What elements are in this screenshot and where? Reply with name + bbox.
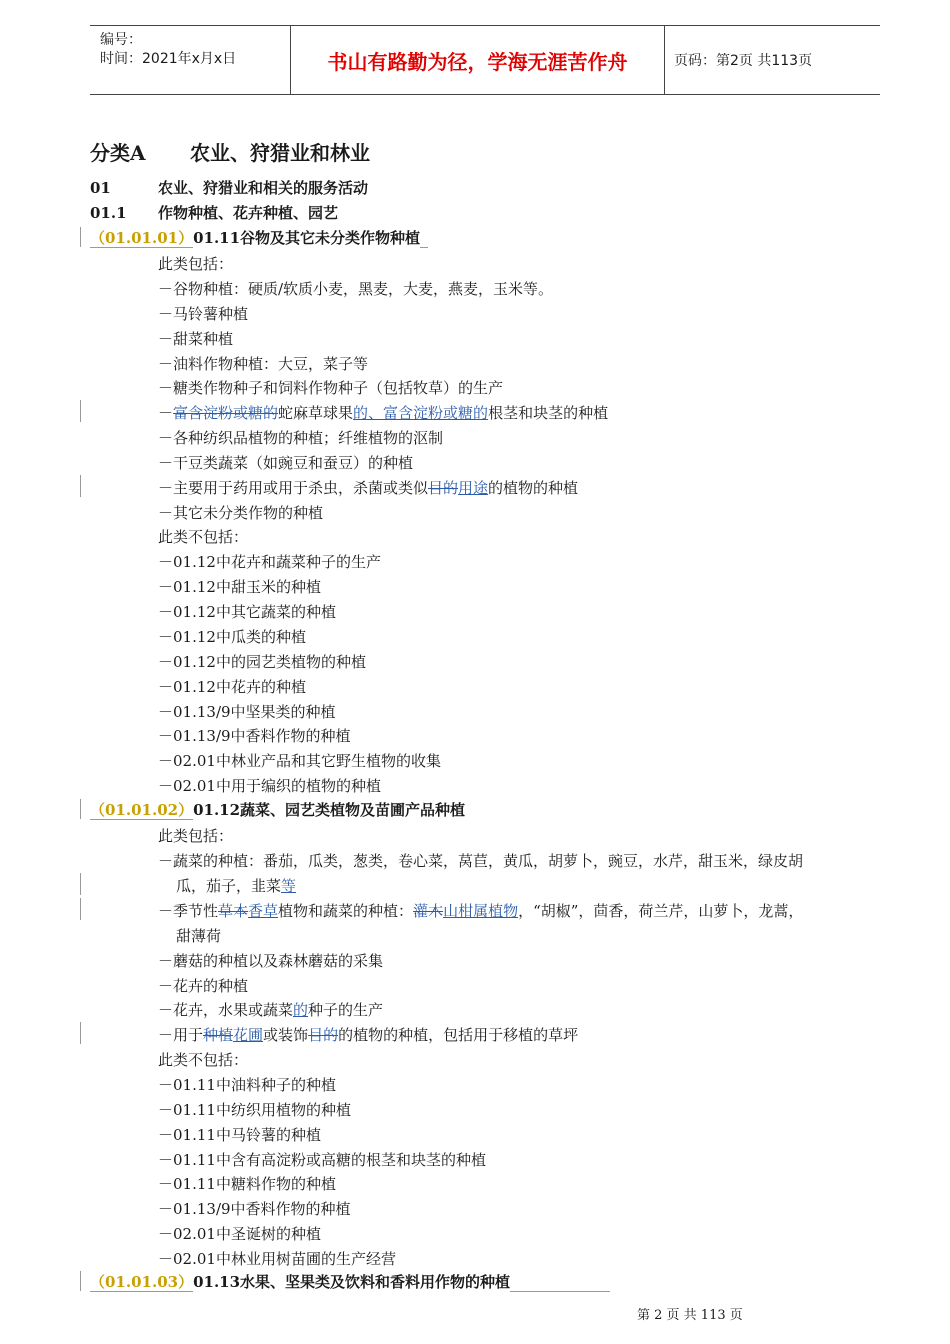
revision-bar — [80, 227, 81, 247]
page-footer: 第 2 页 共 113 页 — [637, 1308, 743, 1323]
text-line: －干豆类蔬菜（如豌豆和蚕豆）的种植 — [158, 454, 414, 472]
text-line: －各种纺织品植物的种植；纤维植物的沤制 — [158, 429, 444, 447]
inserted-text: 山柑属植物 — [443, 902, 519, 920]
inserted-text: 用途 — [458, 479, 489, 497]
text-line: 瓜，茄子，韭菜等 — [176, 877, 297, 895]
revision-bar — [80, 1271, 81, 1291]
text-line: －甜菜种植 — [158, 330, 234, 348]
text-line: －01.11中含有高淀粉或高糖的根茎和块茎的种植 — [158, 1151, 486, 1169]
text-line: 此类不包括： — [158, 528, 249, 546]
title-code: 分类A — [90, 141, 146, 165]
text-line: －01.12中的园艺类植物的种植 — [158, 653, 366, 671]
text-line: －季节性草本香草植物和蔬菜的种植：灌木山柑属植物，“胡椒”，茴香，荷兰芹，山萝卜，龙蒿， — [158, 902, 804, 920]
text-line: －01.11中马铃薯的种植 — [158, 1126, 321, 1144]
text-line: －花卉，水果或蔬菜的种子的生产 — [158, 1001, 384, 1019]
text-line: －蔬菜的种植：番茄，瓜类，葱类，卷心菜，莴苣，黄瓜，胡萝卜，豌豆，水芹，甜玉米，绿皮胡 — [158, 852, 804, 870]
header-meta-cell — [90, 26, 291, 94]
text-line: －02.01中林业用树苗圃的生产经营 — [158, 1250, 396, 1268]
header-page-label: 页码：第2页 共113页 — [674, 53, 813, 69]
deleted-text: 草本 — [218, 902, 249, 920]
revision-bar — [80, 799, 81, 819]
text-line: 此类包括： — [158, 827, 234, 845]
text-line: －01.11中纺织用植物的种植 — [158, 1101, 351, 1119]
text-line: －富含淀粉或糖的蛇麻草球果的、富含淀粉或糖的根茎和块茎的种植 — [158, 404, 609, 422]
category-code: （01.01.03） — [90, 1273, 194, 1291]
category-title: 01.11谷物及其它未分类作物种植 — [193, 229, 421, 247]
category-heading — [90, 227, 428, 248]
category-code: （01.01.01） — [90, 229, 194, 247]
text-line: 此类包括： — [158, 255, 234, 273]
text-line: －糖类作物种子和饲料作物种子（包括牧草）的生产 — [158, 379, 504, 397]
header-motto: 书山有路勤为径，学海无涯苦作舟 — [291, 26, 665, 94]
revision-bar — [80, 1022, 81, 1044]
time-label: 时间：2021年x月x日 — [100, 51, 237, 67]
page-title — [90, 137, 370, 166]
inserted-text: 等 — [281, 877, 297, 895]
text-line: －用于种植花圃或装饰目的的植物的种植，包括用于移植的草坪 — [158, 1026, 579, 1044]
inserted-text: 的、富含淀粉或糖的 — [353, 404, 489, 422]
text-line: －01.12中甜玉米的种植 — [158, 578, 321, 596]
text-line: －01.13/9中坚果类的种植 — [158, 703, 336, 721]
text-line: －01.12中其它蔬菜的种植 — [158, 603, 336, 621]
revision-bar — [80, 475, 81, 497]
deleted-text: 灌木 — [413, 902, 444, 920]
text-line: －02.01中圣诞树的种植 — [158, 1225, 321, 1243]
text-line: －谷物种植：硬质/软质小麦，黑麦，大麦，燕麦，玉米等。 — [158, 280, 554, 298]
number-label: 编号： — [100, 32, 142, 48]
text-line: －01.11中油料种子的种植 — [158, 1076, 336, 1094]
text-line: －01.13/9中香料作物的种植 — [158, 1200, 351, 1218]
text-line: －蘑菇的种植以及森林蘑菇的采集 — [158, 952, 384, 970]
text-line: －02.01中用于编织的植物的种植 — [158, 777, 381, 795]
category-title: 01.12蔬菜、园艺类植物及苗圃产品种植 — [193, 801, 466, 819]
category-code: （01.01.02） — [90, 801, 194, 819]
inserted-text: 香草 — [248, 902, 279, 920]
text-line: －油料作物种植：大豆，菜子等 — [158, 355, 369, 373]
text-line: －01.12中瓜类的种植 — [158, 628, 306, 646]
deleted-text: 目的 — [308, 1026, 339, 1044]
section-heading — [90, 177, 368, 198]
category-heading — [90, 799, 465, 820]
deleted-text: 目的 — [428, 479, 459, 497]
text-line: 此类不包括： — [158, 1051, 249, 1069]
revision-bar — [80, 400, 81, 422]
text-line: －02.01中林业产品和其它野生植物的收集 — [158, 752, 441, 770]
page-header — [90, 25, 880, 95]
deleted-text: 种植 — [203, 1026, 234, 1044]
revision-bar — [80, 898, 81, 920]
text-line: －马铃薯种植 — [158, 305, 249, 323]
text-line: －主要用于药用或用于杀虫，杀菌或类似目的用途的植物的种植 — [158, 479, 579, 497]
text-line: 甜薄荷 — [176, 927, 222, 945]
text-line: －01.12中花卉的种植 — [158, 678, 306, 696]
text-line: －01.13/9中香料作物的种植 — [158, 727, 351, 745]
text-line: －01.12中花卉和蔬菜种子的生产 — [158, 553, 381, 571]
category-title: 01.13水果、坚果类及饮料和香料用作物的种植 — [193, 1273, 511, 1291]
section-text: 作物种植、花卉种植、园艺 — [158, 204, 339, 222]
section-heading — [90, 202, 338, 223]
text-line: －01.11中糖料作物的种植 — [158, 1175, 336, 1193]
deleted-text: 富含淀粉或糖的 — [173, 404, 279, 422]
inserted-text: 花圃 — [233, 1026, 264, 1044]
section-text: 农业、狩猎业和相关的服务活动 — [158, 179, 369, 197]
title-name: 农业、狩猎业和林业 — [190, 141, 370, 165]
text-line: －其它未分类作物的种植 — [158, 504, 324, 522]
category-heading — [90, 1271, 610, 1292]
text-line: －花卉的种植 — [158, 977, 249, 995]
revision-bar — [80, 873, 81, 895]
section-number: 01.1 — [90, 204, 127, 222]
inserted-text: 的 — [293, 1001, 309, 1019]
section-number: 01 — [90, 179, 111, 197]
